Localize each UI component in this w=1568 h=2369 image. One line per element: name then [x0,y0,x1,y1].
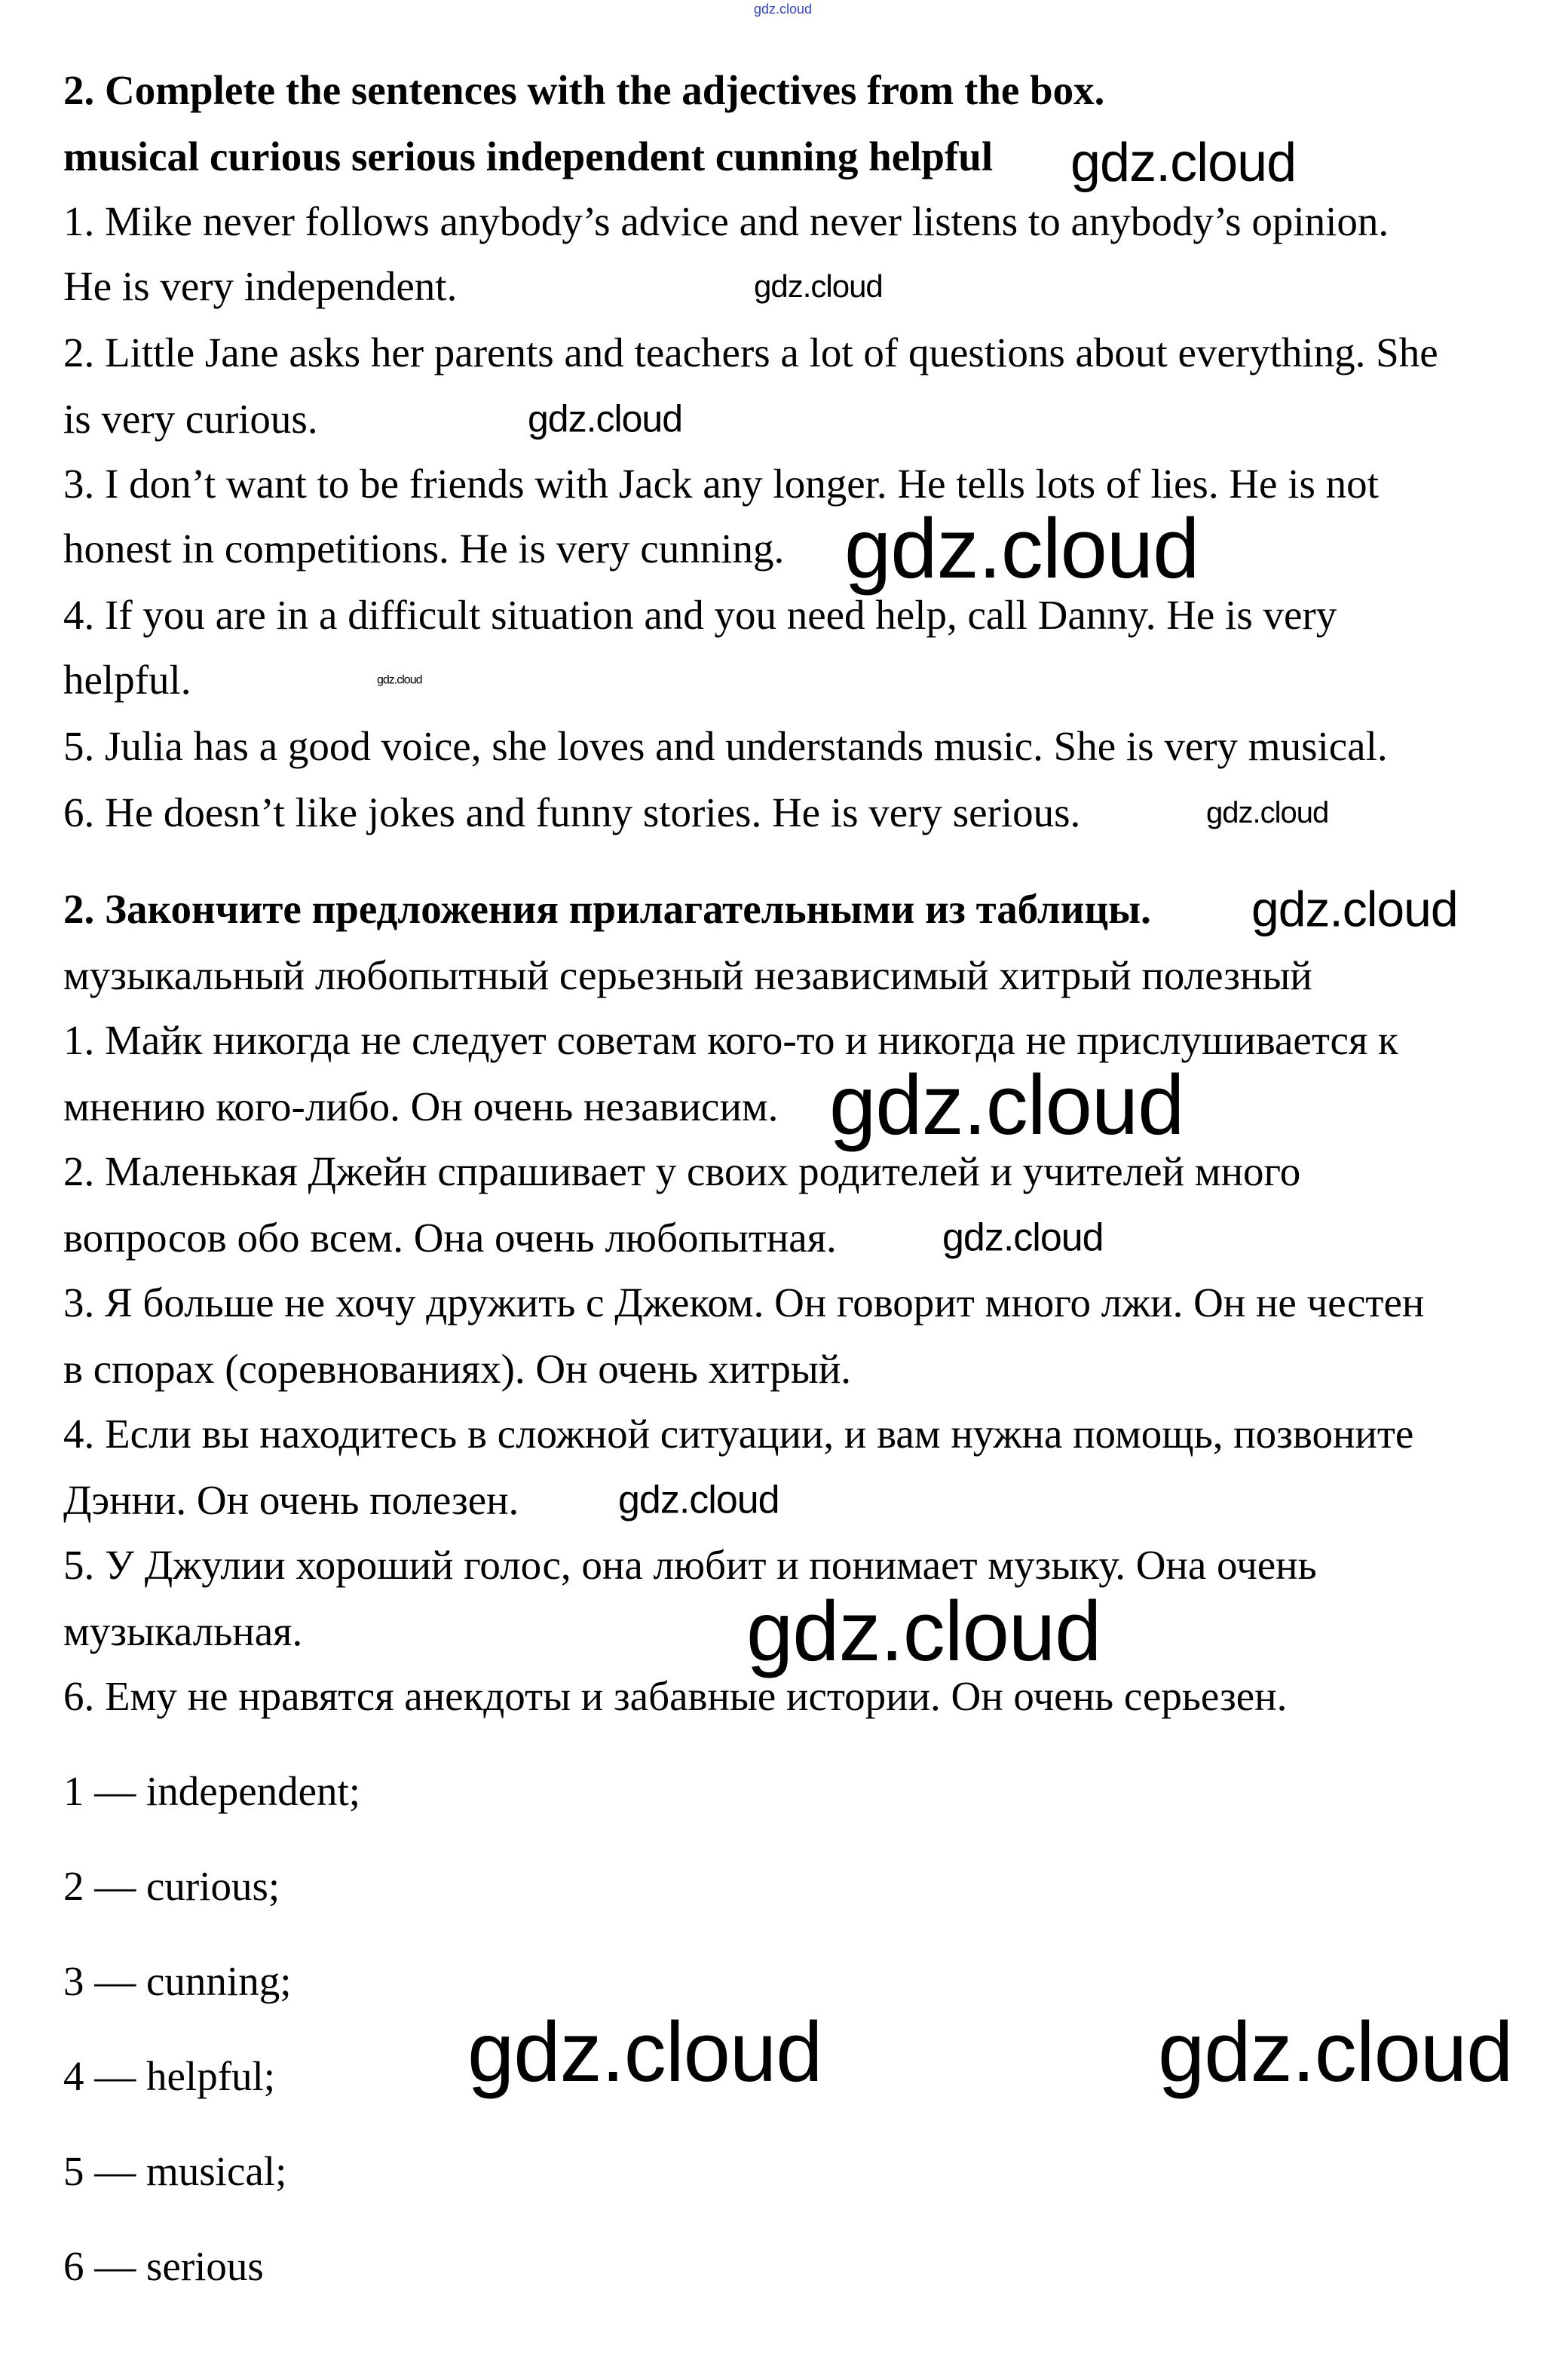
watermark: gdz.cloud [1070,132,1297,193]
sentence-en: 4. If you are in a difficult situation and you need help, call Danny. He is very [63,592,1337,638]
sentence-ru: 4. Если вы находитесь в сложной ситуации, и вам нужна помощь, позвоните [63,1411,1414,1457]
word-box-en: musical curious serious independent cunning helpful [63,133,994,179]
watermark: gdz.cloud [467,2004,822,2099]
sentence-en: 3. I don’t want to be friends with Jack any longer. He tells lots of lies. He is not [63,461,1379,507]
watermark: gdz.cloud [1158,2004,1513,2099]
sentence-en: 5. Julia has a good voice, she loves and understands music. She is very musical. [63,723,1388,769]
answer-item: 2 — curious; [63,1863,280,1909]
sentence-ru: музыкальная. [63,1608,303,1654]
watermark: gdz.cloud [1251,881,1458,937]
sentence-ru: мнению кого-либо. Он очень независим. [63,1083,779,1129]
word-box-ru: музыкальный любопытный серьезный независимый хитрый полезный [63,952,1312,998]
watermark: gdz.cloud [377,673,422,687]
watermark: gdz.cloud [754,2,813,17]
answer-item: 3 — cunning; [63,1958,292,2004]
watermark: gdz.cloud [754,268,883,305]
sentence-en: helpful. [63,657,191,703]
sentence-ru: 6. Ему не нравятся анекдоты и забавные истории. Он очень серьезен. [63,1673,1288,1719]
answer-item: 1 — independent; [63,1768,361,1814]
sentence-en: 2. Little Jane asks her parents and teachers a lot of questions about everything. She [63,329,1438,375]
sentence-en: 6. He doesn’t like jokes and funny stories. He is very serious. [63,789,1081,835]
sentence-en: He is very independent. [63,263,458,309]
watermark: gdz.cloud [829,1057,1184,1152]
sentence-ru: 5. У Джулии хороший голос, она любит и понимает музыку. Она очень [63,1542,1317,1588]
sentence-ru: в спорах (соревнованиях). Он очень хитрый. [63,1346,851,1392]
sentence-ru: 2. Маленькая Джейн спрашивает у своих родителей и учителей много [63,1148,1301,1194]
watermark: gdz.cloud [844,501,1199,596]
sentence-ru: 1. Майк никогда не следует советам кого-то и никогда не прислушивается к [63,1017,1398,1063]
sentence-en: is very curious. [63,396,318,442]
answer-item: 6 — serious [63,2243,264,2289]
answer-item: 5 — musical; [63,2148,287,2194]
sentence-ru: вопросов обо всем. Она очень любопытная. [63,1215,837,1261]
watermark: gdz.cloud [746,1583,1101,1678]
watermark: gdz.cloud [618,1478,779,1522]
exercise-title-ru: 2. Закончите предложения прилагательными из таблицы. [63,886,1151,932]
exercise-title-en: 2. Complete the sentences with the adjectives from the box. [63,67,1105,113]
watermark: gdz.cloud [942,1215,1104,1260]
watermark: gdz.cloud [1206,796,1329,829]
sentence-ru: 3. Я больше не хочу дружить с Джеком. Он говорит много лжи. Он не честен [63,1280,1425,1325]
sentence-ru: Дэнни. Он очень полезен. [63,1477,519,1523]
sentence-en: 1. Mike never follows anybody’s advice and never listens to anybody’s opinion. [63,198,1389,244]
watermark: gdz.cloud [528,397,683,440]
answer-item: 4 — helpful; [63,2053,276,2099]
sentence-en: honest in competitions. He is very cunning. [63,526,785,572]
